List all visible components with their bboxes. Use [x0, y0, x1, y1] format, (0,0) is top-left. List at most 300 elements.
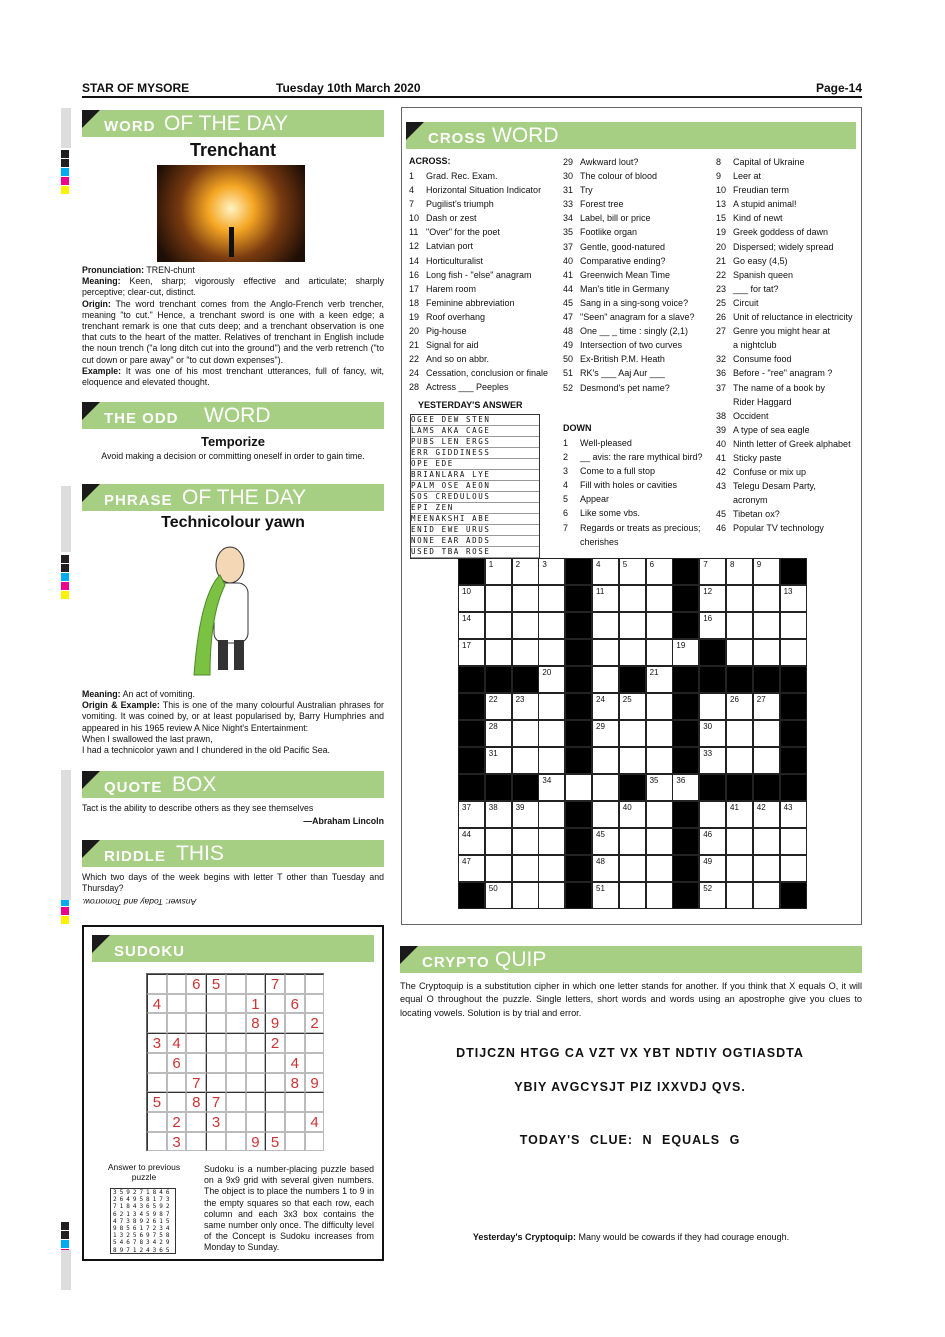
clue-item: 17 Harem room [409, 283, 477, 294]
crossword-cell[interactable] [780, 828, 807, 855]
clue-item: 41 Greenwich Mean Time [563, 269, 671, 280]
sudoku-cell[interactable] [147, 1112, 167, 1132]
crossword-cell[interactable] [726, 882, 753, 909]
sudoku-cell[interactable] [186, 1132, 206, 1152]
crossword-black-cell [458, 747, 485, 774]
sudoku-cell[interactable]: 7 [186, 1073, 206, 1093]
crossword-black-cell [780, 882, 807, 909]
crossword-cell[interactable] [538, 801, 565, 828]
clue-item: 15 Kind of newt [716, 213, 783, 224]
sudoku-cell[interactable] [285, 1112, 305, 1132]
sudoku-cell[interactable] [305, 1132, 325, 1152]
sudoku-cell[interactable] [167, 1092, 187, 1112]
crossword-black-cell [699, 639, 726, 666]
sudoku-cell[interactable]: 5 [265, 1132, 285, 1152]
sudoku-cell[interactable]: 9 [305, 1073, 325, 1093]
sudoku-cell[interactable] [167, 974, 187, 994]
crossword-cell[interactable]: 5 [619, 558, 646, 585]
crossword-cell[interactable] [726, 720, 753, 747]
crossword-cell[interactable]: 36 [672, 774, 699, 801]
sudoku-cell[interactable] [246, 974, 266, 994]
crossword-cell[interactable] [726, 585, 753, 612]
crossword-cell[interactable]: 8 [726, 558, 753, 585]
crossword-cell[interactable] [646, 693, 673, 720]
clue-item: acronym [733, 495, 768, 506]
answer-row: PALM OSE AEON [411, 481, 539, 492]
crossword-black-cell [780, 774, 807, 801]
crossword-black-cell [753, 666, 780, 693]
answer-row: MEENAKSHI ABE [411, 514, 539, 525]
crossword-cell[interactable] [726, 612, 753, 639]
clue-item: 28 Actress ___ Peeples [409, 382, 509, 393]
clue-item: 38 Occident [716, 410, 769, 421]
sudoku-cell[interactable] [226, 1073, 246, 1093]
sudoku-cell[interactable]: 2 [167, 1112, 187, 1132]
sudoku-cell[interactable] [285, 974, 305, 994]
sudoku-cell[interactable] [206, 1033, 226, 1053]
crossword-cell[interactable] [753, 882, 780, 909]
sudoku-cell[interactable] [265, 994, 285, 1014]
answer-row: OGEE DEW STEN [411, 415, 539, 426]
crossword-cell[interactable] [726, 828, 753, 855]
crossword-cell[interactable]: 7 [699, 558, 726, 585]
clue-item: 51 RK's ___ Aaj Aur ___ [563, 368, 665, 379]
crossword-black-cell [565, 558, 592, 585]
crossword-black-cell [485, 774, 512, 801]
crossword-black-cell [458, 882, 485, 909]
crossword-cell[interactable] [619, 855, 646, 882]
sudoku-grid [146, 973, 324, 1151]
page-header [82, 80, 862, 98]
crossword-cell[interactable]: 25 [619, 693, 646, 720]
sudoku-cell[interactable] [305, 994, 325, 1014]
sudoku-cell[interactable] [305, 974, 325, 994]
clue-item: 6 Like some vbs. [563, 508, 641, 519]
sudoku-cell[interactable] [305, 1033, 325, 1053]
sudoku-cell[interactable] [246, 1112, 266, 1132]
clue-item: 44 Man's title in Germany [563, 283, 670, 294]
crossword-cell[interactable]: 51 [592, 882, 619, 909]
color-mark [61, 1222, 69, 1230]
crossword-cell[interactable]: 30 [699, 720, 726, 747]
clue-item: 36 Before - "ree" anagram ? [716, 368, 833, 379]
crossword-cell[interactable] [538, 720, 565, 747]
sudoku-cell[interactable]: 4 [167, 1033, 187, 1053]
crossword-cell[interactable]: 41 [726, 801, 753, 828]
sudoku-cell[interactable]: 1 [246, 994, 266, 1014]
answer-row: 621345987 [113, 1210, 173, 1218]
crossword-cell[interactable]: 13 [780, 585, 807, 612]
crossword-cell[interactable] [485, 828, 512, 855]
sudoku-cell[interactable] [265, 1053, 285, 1073]
crossword-cell[interactable]: 24 [592, 693, 619, 720]
crossword-cell[interactable] [619, 585, 646, 612]
crossword-cell[interactable]: 45 [592, 828, 619, 855]
sidebar-strip [61, 770, 71, 900]
crossword-cell[interactable] [619, 882, 646, 909]
crossword-cell[interactable] [512, 882, 539, 909]
sudoku-cell[interactable] [206, 1013, 226, 1033]
sudoku-cell[interactable] [305, 1092, 325, 1112]
crossword-cell[interactable]: 19 [672, 639, 699, 666]
sudoku-cell[interactable] [167, 1013, 187, 1033]
crossword-cell[interactable] [592, 747, 619, 774]
answer-row: 359271846 [113, 1189, 173, 1196]
crossword-cell[interactable] [753, 855, 780, 882]
sudoku-cell[interactable]: 9 [246, 1132, 266, 1152]
clue-item: 29 Awkward lout? [563, 157, 639, 167]
crossword-cell[interactable] [619, 747, 646, 774]
crossword-black-cell [780, 747, 807, 774]
crossword-cell[interactable]: 40 [619, 801, 646, 828]
sudoku-cell[interactable] [246, 1033, 266, 1053]
crossword-black-cell [458, 774, 485, 801]
crossword-cell[interactable] [619, 720, 646, 747]
crossword-cell[interactable]: 27 [753, 693, 780, 720]
clue-item: 45 Tibetan ox? [716, 509, 780, 520]
sudoku-cell[interactable] [226, 1092, 246, 1112]
crossword-cell[interactable]: 3 [538, 558, 565, 585]
clue-item: Rider Haggard [733, 396, 792, 407]
sudoku-cell[interactable]: 4 [305, 1112, 325, 1132]
sudoku-cell[interactable] [147, 1073, 167, 1093]
crossword-black-cell [458, 720, 485, 747]
crossword-cell[interactable]: 46 [699, 828, 726, 855]
crossword-black-cell [458, 558, 485, 585]
crossword-cell[interactable] [753, 612, 780, 639]
crossword-cell[interactable] [538, 828, 565, 855]
crossword-band: CROSS WORD [406, 122, 856, 149]
sudoku-cell[interactable] [226, 1112, 246, 1132]
crossword-cell[interactable]: 52 [699, 882, 726, 909]
sudoku-cell[interactable] [226, 974, 246, 994]
crossword-cell[interactable]: 28 [485, 720, 512, 747]
crossword-cell[interactable] [753, 585, 780, 612]
sudoku-cell[interactable]: 8 [186, 1092, 206, 1112]
crossword-cell[interactable]: 20 [538, 666, 565, 693]
crossword-cell[interactable] [753, 828, 780, 855]
sudoku-cell[interactable] [226, 1053, 246, 1073]
crossword-black-cell [780, 558, 807, 585]
crossword-cell[interactable] [646, 612, 673, 639]
phrase-details: Meaning: An act of vomiting. Origin & Example: This is one of the many colourful Australian phrases for vomiting. It was coined by, or at least popularised by, Barry Humphries and appeared in his 1965 review A Nice Night's Entertainment: When I swallowed the last prawn, I had a technicolor yawn and I chundered in the old Pacific Sea. [82, 689, 384, 756]
sudoku-cell[interactable] [147, 1013, 167, 1033]
down-clues-2 [716, 155, 866, 536]
color-mark [61, 150, 69, 158]
answer-row: 264958173 [113, 1196, 173, 1204]
sudoku-cell[interactable] [285, 1092, 305, 1112]
crossword-black-cell [619, 666, 646, 693]
riddle-answer: Answer: Today and Tomorrow. [82, 897, 197, 907]
crossword-cell[interactable]: 11 [592, 585, 619, 612]
crossword-cell[interactable] [592, 639, 619, 666]
crossword-cell[interactable]: 1 [485, 558, 512, 585]
crossword-cell[interactable] [592, 666, 619, 693]
crossword-cell[interactable] [726, 747, 753, 774]
crossword-cell[interactable] [512, 828, 539, 855]
crossword-cell[interactable]: 12 [699, 585, 726, 612]
clue-item: 19 Greek goddess of dawn [716, 227, 829, 238]
sudoku-description: Sudoku is a number-placing puzzle based on a 9x9 grid with several given numbers. The object is to place the numbers 1 to 9 in the empty squares so that each row, each column and each 3x3 box contains the same number only once. The difficulty level of the Concept is Sudoku increases from Monday to Sunday. [204, 1164, 374, 1253]
sudoku-cell[interactable] [206, 1132, 226, 1152]
clue-item: 8 Capital of Ukraine [716, 157, 805, 167]
crossword-cell[interactable] [646, 639, 673, 666]
cryptoquip-yesterday: Yesterday's Cryptoquip: Many would be cowards if they had courage enough. [472, 1232, 790, 1242]
riddle-question: Which two days of the week begins with letter T other than Tuesday and Thursday? [82, 872, 384, 894]
crossword-black-cell [565, 666, 592, 693]
crossword-black-cell [565, 720, 592, 747]
answer-row: 473892615 [113, 1217, 173, 1225]
sudoku-cell[interactable]: 5 [206, 974, 226, 994]
sudoku-cell[interactable] [285, 1033, 305, 1053]
sudoku-cell[interactable]: 2 [305, 1013, 325, 1033]
color-mark [61, 177, 69, 185]
sudoku-cell[interactable] [186, 1112, 206, 1132]
sudoku-cell[interactable]: 3 [206, 1112, 226, 1132]
crossword-cell[interactable] [538, 693, 565, 720]
color-mark [61, 573, 69, 581]
crossword-cell[interactable] [512, 585, 539, 612]
crossword-cell[interactable] [646, 720, 673, 747]
cryptoquip-line2: YBIY AVGCYSJT PIZ IXXVDJ QVS. [514, 1080, 746, 1094]
crossword-cell[interactable]: 42 [753, 801, 780, 828]
sudoku-cell[interactable] [226, 1033, 246, 1053]
sudoku-cell[interactable] [206, 1053, 226, 1073]
quote-text: Tact is the ability to describe others as they see themselves [82, 803, 314, 813]
sudoku-cell[interactable]: 6 [285, 994, 305, 1014]
clue-item: 18 Feminine abbreviation [409, 297, 515, 308]
crossword-cell[interactable]: 4 [592, 558, 619, 585]
yesterday-title: YESTERDAY'S ANSWER [418, 400, 523, 410]
sudoku-cell[interactable]: 6 [167, 1053, 187, 1073]
clue-item: 4 Horizontal Situation Indicator [409, 185, 542, 196]
crossword-cell[interactable] [619, 612, 646, 639]
sidebar-strip [61, 1250, 71, 1290]
crossword-cell[interactable]: 29 [592, 720, 619, 747]
clue-item: 40 Ninth letter of Greek alphabet [716, 438, 851, 449]
sudoku-cell[interactable] [186, 1053, 206, 1073]
crossword-cell[interactable]: 2 [512, 558, 539, 585]
sudoku-cell[interactable]: 3 [147, 1033, 167, 1053]
across-title: ACROSS: [409, 156, 451, 166]
crossword-black-cell [753, 774, 780, 801]
crossword-cell[interactable] [538, 882, 565, 909]
clue-item: 21 Signal for aid [409, 340, 479, 351]
word-title: Trenchant [189, 140, 277, 160]
crossword-black-cell [672, 558, 699, 585]
sudoku-cell[interactable] [265, 1073, 285, 1093]
crossword-cell[interactable] [485, 639, 512, 666]
paper-name: STAR OF MYSORE [82, 81, 190, 95]
crossword-cell[interactable] [780, 612, 807, 639]
crossword-cell[interactable] [485, 585, 512, 612]
crossword-cell[interactable]: 39 [512, 801, 539, 828]
sudoku-cell[interactable] [226, 1132, 246, 1152]
crossword-black-cell [780, 693, 807, 720]
crossword-cell[interactable] [512, 747, 539, 774]
sudoku-cell[interactable]: 6 [186, 974, 206, 994]
crossword-cell[interactable]: 48 [592, 855, 619, 882]
sudoku-cell[interactable]: 2 [265, 1033, 285, 1053]
clue-item: 20 Dispersed; widely spread [716, 241, 834, 252]
crossword-cell[interactable] [780, 639, 807, 666]
crossword-cell[interactable]: 34 [538, 774, 565, 801]
crossword-cell[interactable] [538, 855, 565, 882]
sudoku-cell[interactable]: 8 [285, 1073, 305, 1093]
color-mark [61, 907, 69, 915]
crossword-cell[interactable] [646, 882, 673, 909]
crossword-cell[interactable] [485, 855, 512, 882]
sudoku-cell[interactable] [147, 1053, 167, 1073]
sidebar-strip [61, 108, 71, 148]
crossword-cell[interactable] [646, 855, 673, 882]
sudoku-cell[interactable] [206, 1073, 226, 1093]
sudoku-cell[interactable] [147, 974, 167, 994]
crossword-cell[interactable]: 50 [485, 882, 512, 909]
crossword-cell[interactable]: 21 [646, 666, 673, 693]
phrase-title: Technicolour yawn [161, 514, 305, 531]
crossword-cell[interactable]: 17 [458, 639, 485, 666]
crossword-cell[interactable] [485, 612, 512, 639]
crossword-cell[interactable] [646, 585, 673, 612]
sudoku-cell[interactable] [246, 1073, 266, 1093]
crossword-cell[interactable]: 35 [646, 774, 673, 801]
crossword-cell[interactable] [619, 639, 646, 666]
sudoku-cell[interactable]: 7 [265, 974, 285, 994]
crossword-cell[interactable] [726, 639, 753, 666]
clue-item: 21 Go easy (4,5) [716, 255, 788, 266]
crossword-cell[interactable] [646, 801, 673, 828]
crossword-cell[interactable] [538, 585, 565, 612]
sudoku-cell[interactable] [285, 1013, 305, 1033]
odd-word-meaning: Avoid making a decision or committing oneself in order to gain time. [101, 451, 365, 461]
sudoku-cell[interactable] [226, 994, 246, 1014]
sudoku-cell[interactable] [186, 1013, 206, 1033]
clue-item: 42 Confuse or mix up [716, 467, 807, 478]
clue-item: 24 Cessation, conclusion or finale [409, 368, 549, 379]
crossword-black-cell [726, 774, 753, 801]
sudoku-cell[interactable]: 7 [206, 1092, 226, 1112]
sudoku-cell[interactable]: 9 [265, 1013, 285, 1033]
crossword-cell[interactable] [538, 612, 565, 639]
crossword-cell[interactable] [592, 774, 619, 801]
crossword-black-cell [672, 828, 699, 855]
yesterday-answer-grid [410, 414, 540, 559]
sudoku-cell[interactable] [246, 1092, 266, 1112]
clue-item: 10 Dash or zest [409, 213, 477, 224]
crossword-cell[interactable] [753, 747, 780, 774]
crossword-cell[interactable] [592, 612, 619, 639]
sudoku-cell[interactable] [265, 1092, 285, 1112]
crossword-cell[interactable]: 16 [699, 612, 726, 639]
crossword-cell[interactable] [699, 801, 726, 828]
crossword-cell[interactable] [699, 693, 726, 720]
crossword-cell[interactable]: 23 [512, 693, 539, 720]
sudoku-cell[interactable] [167, 994, 187, 1014]
crossword-cell[interactable]: 43 [780, 801, 807, 828]
crossword-cell[interactable] [726, 855, 753, 882]
sudoku-cell[interactable] [147, 1132, 167, 1152]
crossword-cell[interactable] [512, 855, 539, 882]
crossword-cell[interactable] [512, 720, 539, 747]
sudoku-cell[interactable] [206, 994, 226, 1014]
sudoku-cell[interactable] [167, 1073, 187, 1093]
crossword-black-cell [672, 585, 699, 612]
sudoku-cell[interactable] [285, 1132, 305, 1152]
crossword-cell[interactable]: 33 [699, 747, 726, 774]
crossword-black-cell [565, 639, 592, 666]
crossword-cell[interactable] [753, 639, 780, 666]
crossword-black-cell [565, 612, 592, 639]
crossword-cell[interactable] [619, 828, 646, 855]
crossword-cell[interactable]: 37 [458, 801, 485, 828]
clue-item: 16 Long fish - "else" anagram [409, 269, 532, 280]
crossword-cell[interactable]: 14 [458, 612, 485, 639]
clue-item: 25 Circuit [716, 297, 759, 308]
clue-item: 3 Come to a full stop [563, 466, 656, 477]
crossword-cell[interactable]: 47 [458, 855, 485, 882]
word-of-day-band: WORD OF THE DAY [82, 110, 384, 137]
crossword-cell[interactable] [646, 747, 673, 774]
crossword-cell[interactable] [538, 639, 565, 666]
crossword-cell[interactable]: 44 [458, 828, 485, 855]
sudoku-answer-title: Answer to previous puzzle [107, 1162, 181, 1182]
answer-row: LAMS AKA CAGE [411, 426, 539, 437]
phrase-band: PHRASE OF THE DAY [82, 484, 384, 511]
sudoku-cell[interactable] [186, 994, 206, 1014]
sudoku-cell[interactable] [186, 1033, 206, 1053]
crossword-cell[interactable]: 49 [699, 855, 726, 882]
crossword-cell[interactable]: 22 [485, 693, 512, 720]
sudoku-cell[interactable]: 8 [246, 1013, 266, 1033]
cryptoquip-clue: TODAY'S CLUE: N EQUALS G [519, 1133, 741, 1147]
sudoku-cell[interactable] [265, 1112, 285, 1132]
color-mark [61, 186, 69, 194]
sudoku-cell[interactable]: 4 [147, 994, 167, 1014]
crossword-cell[interactable] [538, 747, 565, 774]
answer-row: 897124365 [113, 1246, 173, 1254]
sudoku-cell[interactable] [226, 1013, 246, 1033]
sudoku-cell[interactable]: 3 [167, 1132, 187, 1152]
crossword-cell[interactable]: 6 [646, 558, 673, 585]
crossword-cell[interactable] [592, 801, 619, 828]
crossword-cell[interactable] [512, 639, 539, 666]
crossword-cell[interactable]: 31 [485, 747, 512, 774]
crossword-black-cell [565, 801, 592, 828]
crossword-cell[interactable] [753, 720, 780, 747]
crossword-cell[interactable] [646, 828, 673, 855]
clue-item: 20 Pig-house [409, 326, 467, 337]
crossword-cell[interactable] [565, 774, 592, 801]
sudoku-cell[interactable]: 4 [285, 1053, 305, 1073]
crossword-cell[interactable]: 9 [753, 558, 780, 585]
answer-row: EPI ZEN [411, 503, 539, 514]
crossword-cell[interactable]: 38 [485, 801, 512, 828]
clue-item: 32 Consume food [716, 354, 792, 365]
clue-item: 2 __ avis: the rare mythical bird? [563, 452, 703, 463]
sudoku-cell[interactable] [305, 1053, 325, 1073]
crossword-cell[interactable] [512, 612, 539, 639]
crossword-cell[interactable]: 10 [458, 585, 485, 612]
crossword-cell[interactable] [780, 855, 807, 882]
clue-item: 41 Sticky paste [716, 452, 782, 463]
crossword-black-cell [699, 774, 726, 801]
clue-item: 35 Footlike organ [563, 227, 638, 238]
crossword-cell[interactable]: 26 [726, 693, 753, 720]
answer-row: BRIANLARA LYE [411, 470, 539, 481]
sudoku-cell[interactable] [246, 1053, 266, 1073]
sudoku-cell[interactable]: 5 [147, 1092, 167, 1112]
